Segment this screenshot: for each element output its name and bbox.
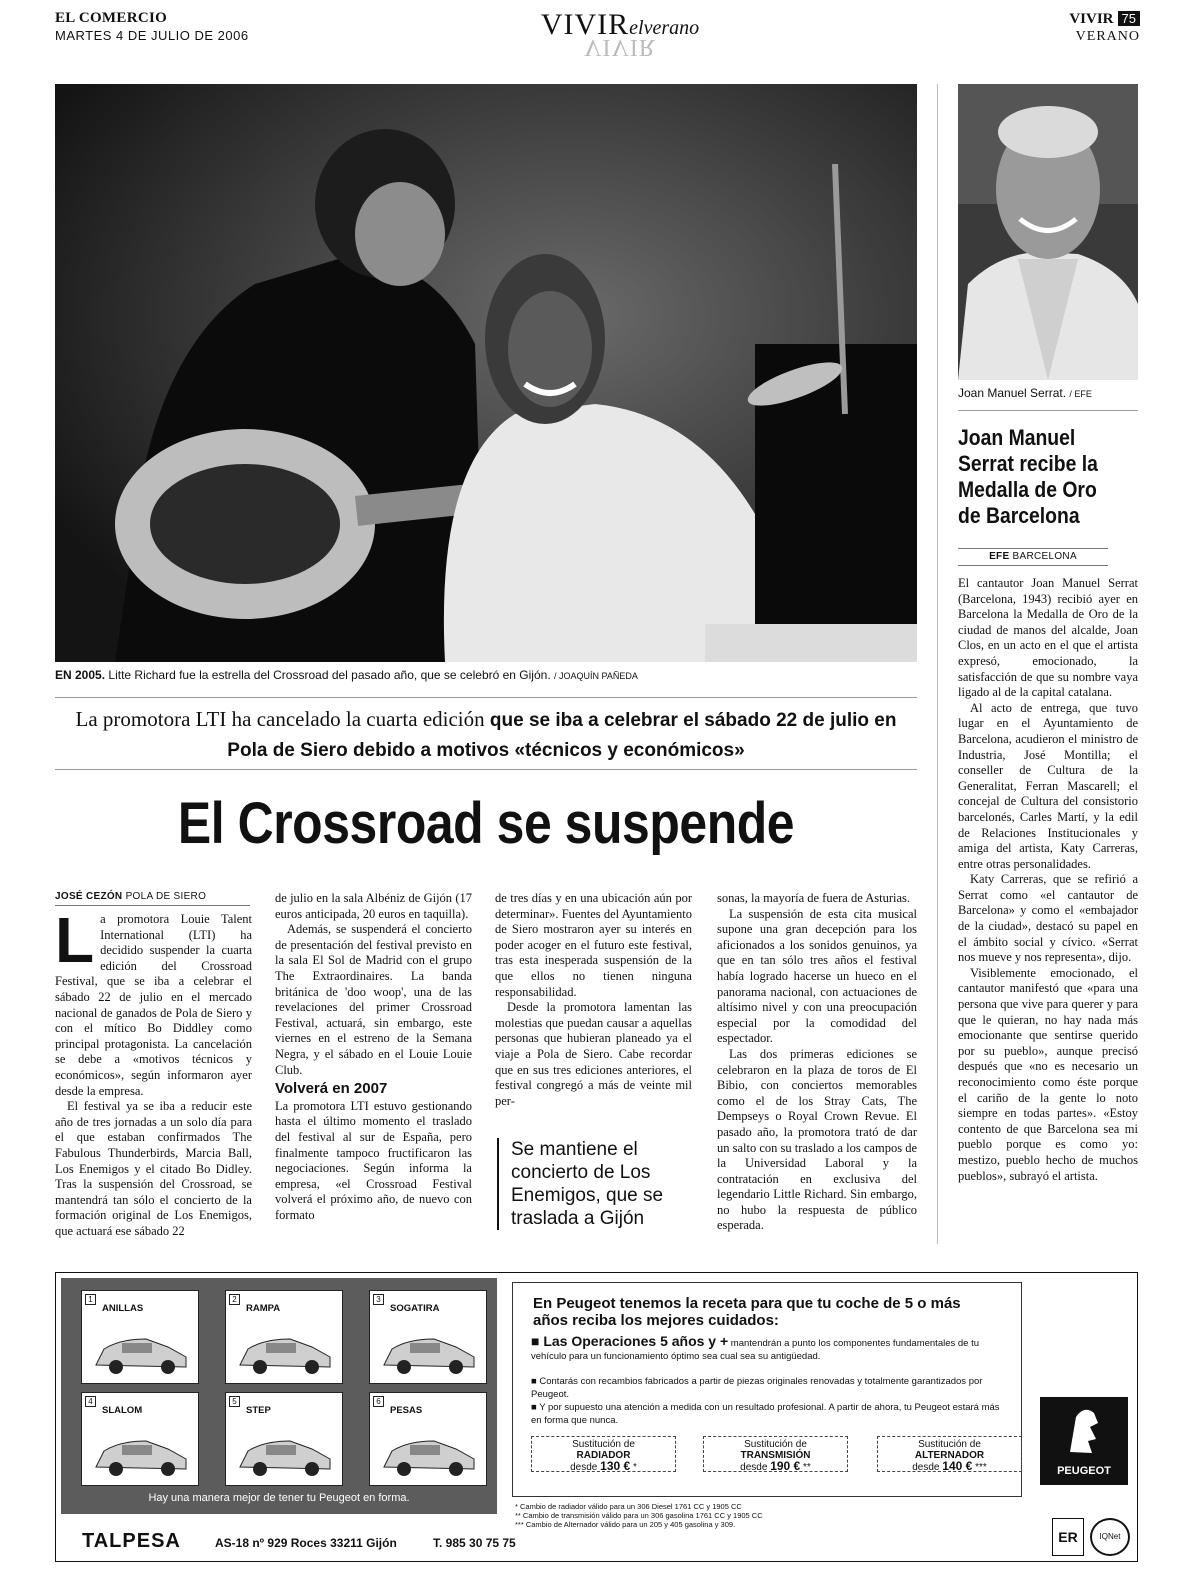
byline-agency: EFE: [989, 551, 1010, 562]
ad-panel-footer: Hay una manera mejor de tener tu Peugeot en forma.: [148, 1492, 410, 1504]
price-value: 190 €: [770, 1459, 801, 1473]
main-photo: [55, 84, 917, 662]
pullquote: Se mantiene el concierto de Los Enemigos, que se traslada a Gijón: [497, 1138, 692, 1230]
price-title: Sustitución de: [572, 1439, 635, 1450]
paragraph: El cantautor Joan Manuel Serrat (Barcelona, 1943) recibió ayer en Barcelona la Medalla de Oro de la ciudad de manos del alcalde, Joan Clos, en un acto en el que el artista expresó, emocionado, la satisfacción de que su nombre vaya ligado al de la capital catalana.: [958, 576, 1138, 700]
price-from: desde: [740, 1462, 768, 1473]
section-logo: [470, 8, 770, 60]
tile-label: STEP: [246, 1405, 271, 1416]
ad-headline: En Peugeot tenemos la receta para que tu coche de 5 o más años reciba los mejores cuidados:: [533, 1295, 961, 1329]
concert-photo-illustration: [55, 84, 917, 662]
article-headline: El Crossroad se suspende: [177, 791, 795, 856]
subsection-name: VERANO: [1075, 29, 1140, 44]
main-photo-caption: [55, 668, 917, 682]
price-row: [531, 1436, 1021, 1474]
price-value: 140 €: [942, 1459, 973, 1473]
divider: [55, 769, 917, 770]
newspaper-name: EL COMERCIO: [55, 10, 168, 26]
car-icon: [378, 1325, 480, 1379]
cert-iqnet-badge: IQNet: [1090, 1518, 1130, 1556]
sidebar-headline: Joan Manuel Serrat recibe la Medalla de Oro de Barcelona: [958, 425, 1098, 528]
paragraph: Katy Carreras, que se refirió a Serrat como «el cantautor de Barcelona» y como el «embajador de la ciudad», destacó su papel en el ámbito social y cívico. «Serrat nos mueve y nos representa», dijo.: [958, 872, 1138, 965]
car-icon: [90, 1427, 192, 1481]
ad-bullet-bold: ■ Las Operaciones 5 años y +: [531, 1333, 729, 1349]
ad-text-block: [512, 1282, 1022, 1497]
footnote: * Cambio de radiador válido para un 306 Diesel 1761 CC y 1905 CC: [515, 1502, 742, 1511]
tile-label: RAMPA: [246, 1303, 281, 1314]
article-column-3: [495, 891, 692, 1109]
brand-name: PEUGEOT: [1057, 1465, 1111, 1477]
ad-bullet: ■ Y por supuesto una atención a medida con un resultado profesional. A partir de ahora, tu Peugeot estará más en forma que nunca.: [531, 1402, 1000, 1426]
issue-date: MARTES 4 DE JULIO DE 2006: [55, 28, 249, 43]
car-icon: [234, 1325, 336, 1379]
dealer-phone: T. 985 30 75 75: [433, 1536, 516, 1550]
page-number: 75: [1118, 11, 1140, 26]
ad-tile-anillas: [81, 1290, 199, 1384]
peugeot-logo-box: [1040, 1397, 1128, 1485]
logo-sub: elverano: [629, 17, 700, 39]
car-icon: [378, 1427, 480, 1481]
ad-image-panel: [61, 1278, 497, 1514]
lion-icon: [1040, 1397, 1128, 1467]
dealer-address: AS-18 nº 929 Roces 33211 Gijón: [215, 1536, 397, 1550]
caption-lead: EN 2005.: [55, 668, 106, 682]
section-name: VIVIR: [1069, 11, 1114, 27]
dropcap: L: [55, 904, 95, 976]
price-mark: ***: [975, 1462, 987, 1473]
price-title: Sustitución de: [918, 1439, 981, 1450]
paragraph: a promotora Louie Talent International (LTI) ha decidido suspender la cuarta edición del Crossroad Festival, que se iba a celebrar el sábado 22 de julio en el mercado nacional de ganados de Pola de Siero y con el mítico Bo Diddley como principal protagonista. La cancelación se debe a «motivos técnicos y económicos», según informaron ayer desde la empresa.: [55, 912, 252, 1098]
ad-tile-rampa: [225, 1290, 343, 1384]
price-title: Sustitución de: [744, 1439, 807, 1450]
paragraph: de julio en la sala Albéniz de Gijón (17 euros anticipada, 20 euros en taquilla).: [275, 891, 472, 921]
ad-bullet: ■ Contarás con recambios fabricados a partir de piezas originales renovadas y totalmente garantizados por Peugeot.: [531, 1376, 983, 1400]
price-mark: **: [803, 1462, 811, 1473]
paragraph: El festival ya se iba a reducir este año de tres jornadas a un solo día para el que estaban confirmados The Fabulous Thunderbirds, Marcia Ball, Los Enemigos y el citado Bo Didley. Tras la suspensión del Crossroad, se mantendrá tan sólo el concierto de la formación original de Los Enemigos, que actuará ese sábado 22: [55, 1099, 252, 1238]
price-mark: *: [632, 1462, 637, 1473]
price-value: 130 €: [600, 1459, 631, 1473]
serrat-photo: [958, 84, 1138, 380]
price-item: TRANSMISIÓN: [740, 1450, 811, 1461]
tile-label: SOGATIRA: [390, 1303, 440, 1314]
paragraph: La promotora LTI estuvo gestionando hasta el último momento el traslado del festival al sur de España, pero finalmente tampoco fructificaron las negociaciones. Según informa la empresa, «el Crossroad Festival volverá el próximo año, de nuevo con formato: [275, 1098, 472, 1222]
car-icon: [90, 1325, 192, 1379]
ad-bullet-text: mantendrán a punto los componentes fundamentales de tu vehículo para un funcionamiento óptimo sea cual sea su antigüedad.: [531, 1338, 980, 1362]
article-column-4: [717, 891, 917, 1234]
price-item: RADIADOR: [576, 1450, 631, 1461]
byline-place: POLA DE SIERO: [125, 891, 207, 902]
paragraph: La suspensión de esta cita musical supone una gran decepción para los aficionados a los sonidos genuinos, ya que en tan sólo tres años el festival había logrado hacerse un hueco en el panorama nacional, con actuaciones de altísimo nivel y con una preocupación especial por la comodidad del espectador.: [717, 906, 917, 1046]
paragraph: Visiblemente emocionado, el cantautor manifestó que «para una persona que vive para querer y para que le quieran, no hay nada más emocionante que sentirse querido por su pueblo», aunque precisó después que «no es necesario un reconocimiento como éste porque el cariño de la gente lo noto siempre en todas partes». «Estoy contento de que Barcelona sea mi pueblo porque es como yo: mestizo, pueblo hecho de muchos pueblos», subrayó el artista.: [958, 965, 1138, 1183]
subhead-part2: que se iba a celebrar el sábado 22 de julio en Pola de Siero debido a motivos «técnicos y económicos»: [227, 710, 897, 761]
paragraph: Desde la promotora lamentan las molestias que puedan causar a aquellas personas que hubieran planeado ya el viaje a Pola de Siero. Cabe recordar que en sus tres ediciones anteriores, el festival congregó a más de veinte mil per-: [495, 1000, 692, 1108]
tile-number: 5: [229, 1396, 240, 1407]
ad-tile-slalom: [81, 1392, 199, 1486]
ad-tile-sogatira: [369, 1290, 487, 1384]
photo-credit: / EFE: [1069, 389, 1092, 399]
subhead-part1: La promotora LTI ha cancelado la cuarta edición: [75, 707, 485, 731]
caption-text: Joan Manuel Serrat.: [958, 386, 1067, 400]
photo-credit: / JOAQUÍN PAÑEDA: [554, 671, 638, 681]
price-from: desde: [570, 1462, 598, 1473]
article-subhead: [55, 705, 917, 765]
price-radiador: [531, 1436, 676, 1472]
paragraph: Las dos primeras ediciones se celebraron en la plaza de toros de El Bibio, con conciertos memorables como el de los Stray Cats, The Dempseys o Royal Crown Revue. El pasado año, la promotora trató de dar un salto con su traslado a los campos de la Universidad Laboral y la contratación en exclusiva del legendario Little Richard. Sin embargo, no hubo la respuesta de público esperada.: [717, 1046, 917, 1233]
paragraph: Además, se suspenderá el concierto de presentación del festival previsto en la sala El Sol de Madrid con el grupo The Extraordinaires. La banda británica de 'doo woop', una de las revelaciones del primer Crossroad Festival, actuará, sin embargo, este viernes en el estreno de la Semana Negra, y el sábado en el Louie Louie Club.: [275, 922, 472, 1077]
ad-bullet: [531, 1335, 1011, 1363]
page-header-right: [1069, 10, 1140, 45]
column-divider: [937, 84, 938, 1244]
footnote: *** Cambio de Alternador válido para un 205 y 405 gasolina y 309.: [515, 1520, 736, 1529]
price-alternador: [877, 1436, 1022, 1472]
tile-label: ANILLAS: [102, 1303, 144, 1314]
byline-author: JOSÉ CEZÓN: [55, 891, 123, 902]
car-icon: [234, 1427, 336, 1481]
divider: [55, 697, 917, 698]
tile-label: SLALOM: [102, 1405, 143, 1416]
tile-number: 4: [85, 1396, 96, 1407]
article-column-2: [275, 891, 472, 1223]
tile-number: 3: [373, 1294, 384, 1305]
cert-er-badge: ER: [1052, 1518, 1084, 1556]
ad-footnotes: [515, 1502, 995, 1529]
tile-number: 1: [85, 1294, 96, 1305]
divider: [958, 410, 1138, 411]
price-from: desde: [912, 1462, 940, 1473]
sidebar-byline: [958, 548, 1108, 566]
tile-label: PESAS: [390, 1405, 423, 1416]
paragraph: de tres días y en una ubicación aún por determinar». Fuentes del Ayuntamiento de Siero mostraron ayer su interés en poder acoger en el futuro este festival, tras esta inesperada suspensión de la que ellos no tienen ninguna responsabilidad.: [495, 891, 692, 999]
tile-number: 6: [373, 1396, 384, 1407]
logo-main: VIVIR: [540, 8, 630, 41]
caption-text: Litte Richard fue la estrella del Crossroad del pasado año, que se celebró en Gijón.: [108, 668, 551, 682]
dealer-name: TALPESA: [82, 1530, 181, 1552]
portrait-illustration: [958, 84, 1138, 380]
serrat-caption: [958, 386, 1138, 400]
paragraph: Al acto de entrega, que tuvo lugar en el Ayuntamiento de Barcelona, acudieron el ministro de Industria, José Montilla; el conseller de Cultura de la Generalitat, Ferran Mascarell; el concejal de Cultura del consistorio barcelonés, Carles Martí, y la edil de Relaciones Institucionales y amiga del artista, Katy Carreras, entre otras personalidades.: [958, 700, 1138, 871]
footnote: ** Cambio de transmisión válido para un 306 gasolina 1761 CC y 1905 CC: [515, 1511, 763, 1520]
logo-reflection: VIVIR: [584, 34, 656, 60]
byline-place: BARCELONA: [1012, 551, 1077, 562]
section-heading: Volverá en 2007: [275, 1080, 388, 1098]
sidebar-body: [958, 576, 1138, 1184]
page-header-left: [55, 10, 249, 43]
price-transmision: [703, 1436, 848, 1472]
price-item: ALTERNADOR: [914, 1450, 985, 1461]
paragraph: sonas, la mayoría de fuera de Asturias.: [717, 891, 910, 905]
tile-number: 2: [229, 1294, 240, 1305]
ad-tile-step: [225, 1392, 343, 1486]
ad-tile-pesas: [369, 1392, 487, 1486]
article-column-1: [55, 904, 252, 1239]
